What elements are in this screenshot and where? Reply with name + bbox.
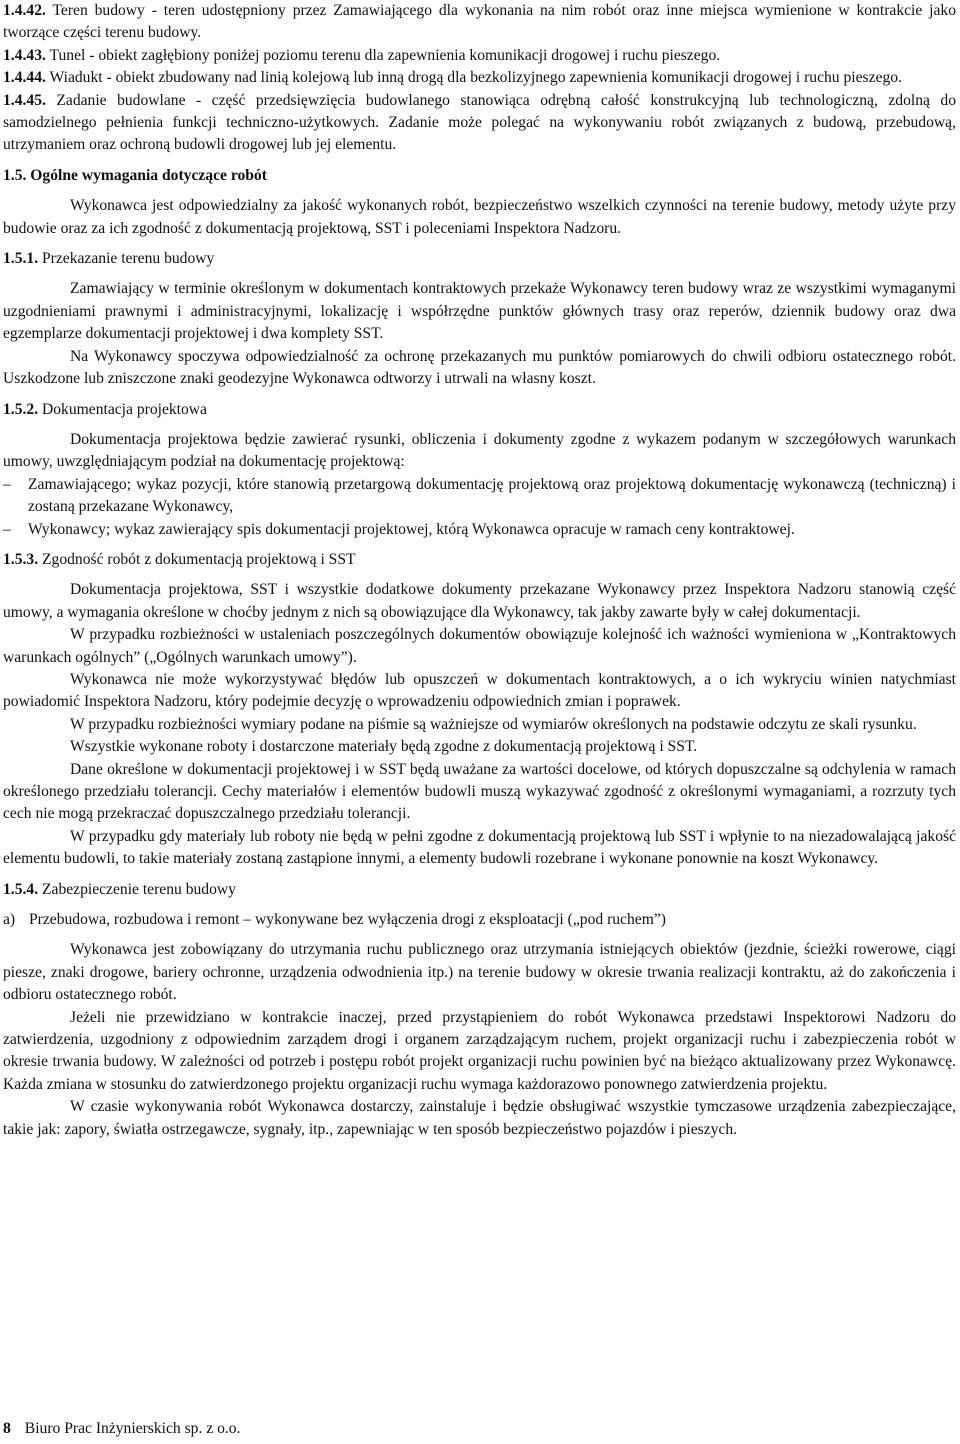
section-number: 1.5.4.: [3, 880, 39, 898]
definition-1-4-43: [3, 45, 956, 67]
section-1-5-3-paragraph: W przypadku rozbieżności w ustaleniach poszczególnych dokumentów obowiązuje kolejność ich ważności wymieniona w „Kontraktowych warunkach ogólnych” („Ogólnych warunkach umowy”).: [3, 626, 956, 666]
documentation-list: [3, 474, 956, 541]
section-1-5-3-paragraph: W przypadku gdy materiały lub roboty nie będą w pełni zgodne z dokumentacją projektową lub SST i wpłynie to na niezadowalającą jakość elementu budowli, to takie materiały zostaną zastąpione innymi, a elementy budowli rozebrane i wykonane ponownie na koszt Wykonawcy.: [3, 827, 956, 868]
dash-bullet: –: [3, 520, 11, 538]
definition-1-4-44: [3, 67, 956, 89]
section-title: Ogólne wymagania dotyczące robót: [30, 166, 267, 184]
section-1-5-4-paragraph: Jeżeli nie przewidziano w kontrakcie inaczej, przed przystąpieniem do robót Wykonawca przedstawi Inspektorowi Nadzoru do zatwierdzenia, uzgodniony z odpowiednim zarządem drogi i organem zarządzającym ruchem, projekt organizacji ruchu i zabezpieczenia robót w okresie trwania budowy. W zależności od potrzeb i postępu robót projekt organizacji ruchu powinien być na bieżąco aktualizowany przez Wykonawcę. Każda zmiana w stosunku do zatwierdzonego projektu organizacji ruchu wymaga każdorazowo ponownego zatwierdzenia projektu.: [3, 1008, 956, 1093]
list-item-text: Wykonawcy; wykaz zawierający spis dokumentacji projektowej, którą Wykonawca opracuje w ramach ceny kontraktowej.: [28, 520, 795, 538]
definition-number: 1.4.42.: [3, 2, 46, 19]
section-1-5-3-paragraph: Dane określone w dokumentacji projektowej i w SST będą uważane za wartości docelowe, od których dopuszczalne są odchylenia w ramach określonego przedziału tolerancji. Cechy materiałów i elementów budowli muszą wykazywać zgodność z określonymi wymaganiami, a rozrzuty tych cech nie mogą przekraczać dopuszczalnego przedziału tolerancji.: [3, 760, 956, 823]
page-footer: [3, 1418, 603, 1440]
list-letter: a): [3, 911, 16, 929]
section-number: 1.5.2.: [3, 400, 39, 418]
section-1-5-3-paragraph: W przypadku rozbieżności wymiary podane na piśmie są ważniejsze od wymiarów określonych na podstawie odczytu ze skali rysunku.: [70, 715, 917, 733]
section-1-5-4-heading: [3, 879, 956, 901]
definition-1-4-45: [3, 90, 956, 157]
section-1-5-4-paragraph: W czasie wykonywania robót Wykonawca dostarczy, zainstaluje i będzie obsługiwać wszystkie tymczasowe urządzenia zabezpieczające, takie jak: zapory, światła ostrzegawcze, sygnały, itp., zapewniając w ten sposób bezpieczeństwo pojazdów i pieszych.: [3, 1098, 956, 1138]
subsection-a-title: Przebudowa, rozbudowa i remont – wykonywane bez wyłączenia drogi z eksploatacji („pod ruchem”): [29, 911, 666, 929]
section-title: Zgodność robót z dokumentacją projektową i SST: [42, 550, 356, 568]
definition-text: Teren budowy - teren udostępniony przez Zamawiającego dla wykonania na nim robót oraz inne miejsca wymienione w kontrakcie jako tworzące części terenu budowy.: [3, 2, 957, 42]
section-1-5-paragraph: Wykonawca jest odpowiedzialny za jakość wykonanych robót, bezpieczeństwo wszelkich czynności na terenie budowy, metody użyte przy budowie oraz za ich zgodność z dokumentacją projektową, SST i poleceniami Inspektora Nadzoru.: [3, 197, 956, 237]
subsection-a: [3, 909, 956, 931]
definition-number: 1.4.45.: [3, 91, 46, 109]
section-1-5-1-paragraph: Na Wykonawcy spoczywa odpowiedzialność za ochronę przekazanych mu punktów pomiarowych do chwili odbioru ostatecznego robót. Uszkodzone lub zniszczone znaki geodezyjne Wykonawca odtworzy i utrwali na własny koszt.: [3, 347, 956, 388]
definition-text: Wiadukt - obiekt zbudowany nad linią kolejową lub inną drogą dla bezkolizyjnego zapewnienia komunikacji drogowej i ruchu pieszego.: [49, 69, 902, 87]
page-number: 8: [3, 1420, 11, 1437]
section-number: 1.5.3.: [3, 550, 39, 568]
section-1-5-3-paragraph: Dokumentacja projektowa, SST i wszystkie dodatkowe dokumenty przekazane Wykonawcy przez Inspektora Nadzoru stanowią część umowy, a wymagania określone w choćby jednym z nich są obowiązujące dla Wykonawcy, tak jakby zawarte były w całej dokumentacji.: [3, 581, 956, 621]
definition-number: 1.4.44.: [3, 69, 46, 87]
company-name: Biuro Prac Inżynierskich sp. z o.o.: [24, 1420, 241, 1437]
list-item-text: Zamawiającego; wykaz pozycji, które stanowią przetargową dokumentację projektową oraz projektową dokumentację wykonawczą (techniczną) i zostaną przekazane Wykonawcy,: [28, 475, 956, 516]
section-1-5-3-paragraph: Wykonawca nie może wykorzystywać błędów lub opuszczeń w dokumentach kontraktowych, a o ich wykryciu winien natychmiast powiadomić Inspektora Nadzoru, który podejmie decyzję o wprowadzeniu odpowiednich zmian i poprawek.: [3, 670, 956, 711]
document-page: [3, 0, 956, 1141]
section-1-5-3-paragraph: Wszystkie wykonane roboty i dostarczone materiały będą zgodne z dokumentacją projektową i SST.: [70, 738, 698, 756]
section-1-5-4-paragraph: Wykonawca jest zobowiązany do utrzymania ruchu publicznego oraz utrzymania istniejących obiektów (jezdnie, ścieżki rowerowe, ciągi piesze, znaki drogowe, bariery ochronne, urządzenia odwodnienia itp.) na terenie budowy w okresie trwania realizacji kontraktu, aż do zakończenia i odbioru ostatecznego robót.: [3, 941, 956, 1004]
section-1-5-3-heading: [3, 549, 956, 571]
section-1-5-heading: [3, 165, 956, 187]
section-title: Dokumentacja projektowa: [42, 400, 207, 418]
section-1-5-2-heading: [3, 399, 956, 421]
section-1-5-1-heading: [3, 248, 956, 270]
section-number: 1.5.1.: [3, 250, 39, 268]
list-item: [3, 474, 956, 519]
definition-text: Zadanie budowlane - część przedsięwzięcia budowlanego stanowiąca odrębną całość konstrukcyjną lub technologiczną, zdolną do samodzielnego pełnienia funkcji techniczno-użytkowych. Zadanie może polegać na wykonywaniu robót związanych z budową, przebudową, utrzymaniem oraz ochroną budowli drogowej lub jej elementu.: [3, 91, 956, 154]
section-title: Zabezpieczenie terenu budowy: [42, 880, 236, 898]
section-title: Przekazanie terenu budowy: [42, 250, 215, 268]
section-number: 1.5.: [3, 166, 27, 184]
definition-text: Tunel - obiekt zagłębiony poniżej poziomu terenu dla zapewnienia komunikacji drogowej i ruchu pieszego.: [49, 46, 721, 64]
list-item: [3, 519, 956, 541]
section-1-5-2-intro: Dokumentacja projektowa będzie zawierać rysunki, obliczenia i dokumenty zgodne z wykazem podanym w szczegółowych warunkach umowy, uwzględniającym podział na dokumentację projektową:: [3, 430, 956, 471]
definition-number: 1.4.43.: [3, 46, 46, 64]
section-1-5-1-paragraph: Zamawiający w terminie określonym w dokumentach kontraktowych przekaże Wykonawcy teren budowy wraz ze wszystkimi wymaganymi uzgodnieniami prawnymi i administracyjnymi, lokalizację i współrzędne punktów głównych trasy oraz reperów, dziennik budowy oraz dwa egzemplarze dokumentacji projektowej i dwa komplety SST.: [3, 280, 956, 343]
definition-1-4-42: [3, 0, 956, 45]
dash-bullet: –: [3, 475, 11, 493]
